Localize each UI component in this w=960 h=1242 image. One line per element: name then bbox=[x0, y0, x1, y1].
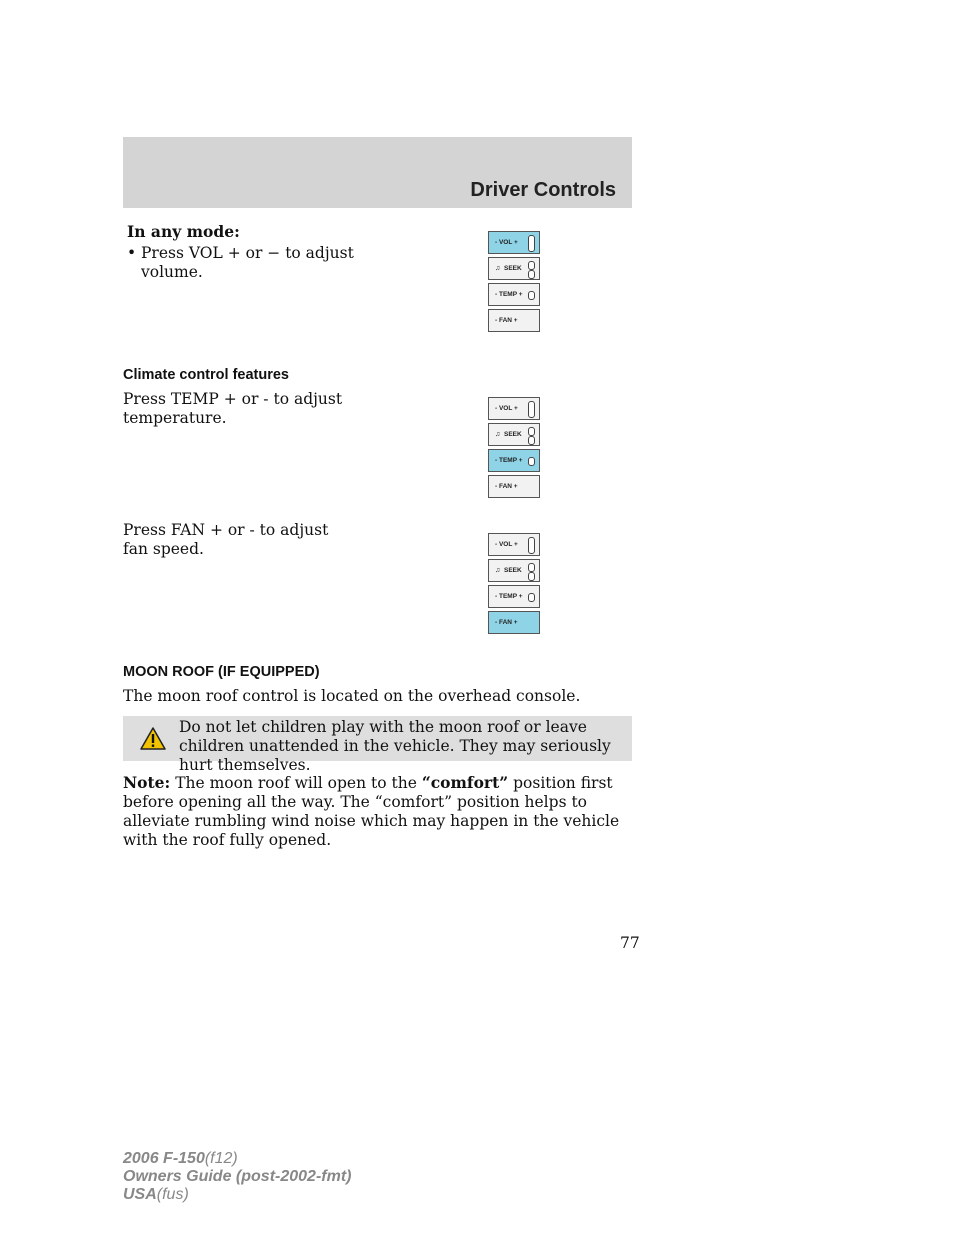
in-any-mode-heading: In any mode: bbox=[127, 222, 240, 241]
vol-label: - VOL + bbox=[495, 239, 518, 246]
indicator-icon bbox=[528, 401, 535, 418]
temp-button[interactable] bbox=[488, 283, 540, 306]
indicator-icon bbox=[528, 572, 535, 581]
indicator-icon bbox=[528, 436, 535, 445]
music-note-icon: ♫ bbox=[495, 567, 501, 574]
fan-instruction: Press FAN + or - to adjust fan speed. bbox=[123, 521, 329, 558]
seek-label: SEEK bbox=[504, 265, 522, 272]
temp-button[interactable] bbox=[488, 585, 540, 608]
footer-guide: Owners Guide (post-2002-fmt) bbox=[123, 1168, 352, 1185]
music-note-icon: ♫ bbox=[495, 265, 501, 272]
note-pre: The moon roof will open to the bbox=[175, 774, 417, 792]
vol-label: - VOL + bbox=[495, 541, 518, 548]
indicator-icon bbox=[528, 235, 535, 252]
indicator-icon bbox=[528, 537, 535, 554]
vol-instruction: Press VOL + or − to adjust volume. bbox=[141, 244, 354, 281]
temp-instruction: Press TEMP + or - to adjust temperature. bbox=[123, 390, 343, 427]
moonroof-note bbox=[123, 773, 632, 850]
control-panel-vol bbox=[488, 231, 542, 335]
section-title: Driver Controls bbox=[470, 179, 616, 201]
music-note-icon: ♫ bbox=[495, 431, 501, 438]
footer-model: 2006 F-150 bbox=[123, 1150, 205, 1167]
fan-button[interactable] bbox=[488, 475, 540, 498]
temp-label: - TEMP + bbox=[495, 291, 523, 298]
control-panel-fan bbox=[488, 533, 542, 637]
vol-button[interactable] bbox=[488, 397, 540, 420]
note-post: position first before opening all the way. The “comfort” position helps to alleviate rumbling wind noise which may happen in the vehicle with the roof fully opened. bbox=[123, 774, 620, 849]
footer-model-code: (f12) bbox=[204, 1150, 238, 1167]
seek-button[interactable] bbox=[488, 257, 540, 280]
footer-region-code: (fus) bbox=[156, 1186, 189, 1203]
fan-button[interactable] bbox=[488, 611, 540, 634]
temp-label: - TEMP + bbox=[495, 457, 523, 464]
warning-text: Do not let children play with the moon roof or leave children unattended in the vehicle. They may seriously hurt themselves. bbox=[179, 718, 611, 774]
note-emphasis: “comfort” bbox=[421, 773, 509, 792]
note-label: Note: bbox=[123, 773, 171, 792]
footer bbox=[123, 1150, 351, 1204]
indicator-icon bbox=[528, 563, 535, 572]
fan-button[interactable] bbox=[488, 309, 540, 332]
page-number: 77 bbox=[620, 934, 640, 952]
footer-region: USA bbox=[123, 1186, 157, 1203]
indicator-icon bbox=[528, 291, 535, 300]
seek-label: SEEK bbox=[504, 431, 522, 438]
indicator-icon bbox=[528, 427, 535, 436]
bullet-marker: • bbox=[127, 244, 137, 262]
climate-heading: Climate control features bbox=[123, 367, 289, 383]
seek-button[interactable] bbox=[488, 559, 540, 582]
warning-box bbox=[123, 716, 632, 774]
warning-icon bbox=[140, 727, 166, 750]
vol-label: - VOL + bbox=[495, 405, 518, 412]
vol-button[interactable] bbox=[488, 533, 540, 556]
temp-label: - TEMP + bbox=[495, 593, 523, 600]
indicator-icon bbox=[528, 261, 535, 270]
control-panel-temp bbox=[488, 397, 542, 501]
fan-label: - FAN + bbox=[495, 619, 518, 626]
fan-label: - FAN + bbox=[495, 317, 518, 324]
seek-label: SEEK bbox=[504, 567, 522, 574]
temp-button[interactable] bbox=[488, 449, 540, 472]
header-band bbox=[123, 137, 632, 208]
indicator-icon bbox=[528, 270, 535, 279]
vol-button[interactable] bbox=[488, 231, 540, 254]
indicator-icon bbox=[528, 457, 535, 466]
moonroof-heading: MOON ROOF (IF EQUIPPED) bbox=[123, 664, 320, 680]
seek-button[interactable] bbox=[488, 423, 540, 446]
moonroof-intro: The moon roof control is located on the overhead console. bbox=[123, 687, 581, 705]
fan-label: - FAN + bbox=[495, 483, 518, 490]
indicator-icon bbox=[528, 593, 535, 602]
